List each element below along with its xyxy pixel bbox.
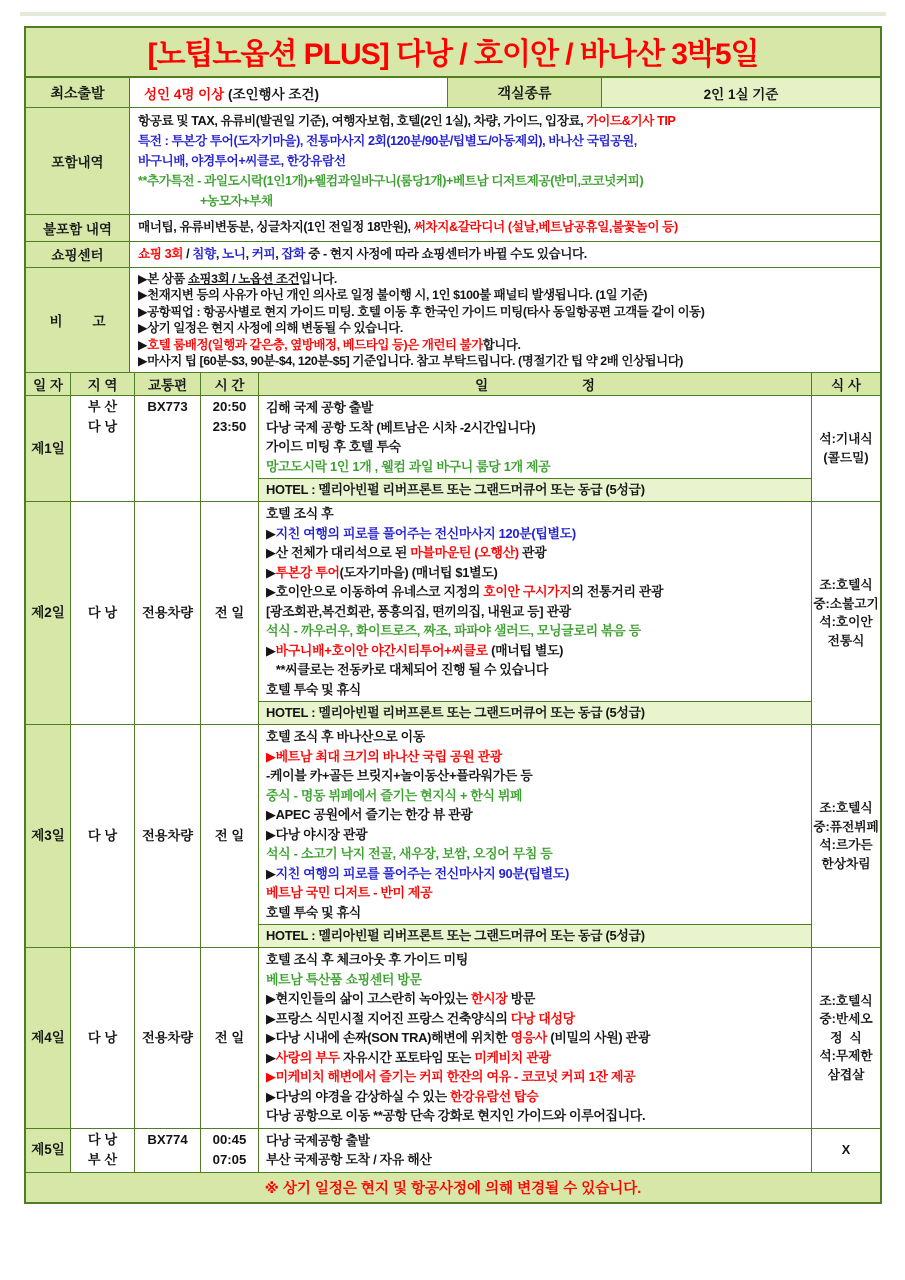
day-label [26, 1129, 71, 1172]
region-cell-line: 다 낭 [87, 1131, 118, 1147]
itinerary-day-row-4 [26, 948, 880, 1129]
meal-cell-line: X [841, 1143, 851, 1158]
section-line [138, 337, 876, 353]
text-segment: 다낭 대성당 [510, 1010, 575, 1026]
meal-cell-line: 한상차림 [821, 856, 871, 871]
text-segment: 가이드 미팅 후 호텔 투숙 [266, 439, 401, 455]
text-segment: , [215, 246, 223, 261]
section-content [130, 215, 880, 241]
section-line [138, 191, 876, 211]
time-cell-line: 전 일 [214, 605, 245, 621]
text-segment: 가이드&기사 TIP [586, 114, 676, 128]
schedule-line [266, 1131, 809, 1151]
day-label [26, 502, 71, 724]
meal-cell-line: 석:호이안 [819, 615, 873, 630]
schedule-cell [259, 502, 812, 724]
schedule-cell [259, 948, 812, 1128]
meal-cell-line: 조:호텔식 [819, 578, 873, 593]
time-cell-line: 전 일 [214, 1030, 245, 1046]
section-content [130, 242, 880, 268]
text-segment: 호텔 투숙 및 휴식 [266, 681, 361, 697]
min-departure-value [130, 78, 448, 107]
text-segment: 다낭 공항으로 이동 **공항 단속 강화로 현지인 가이드와 이루어집니다. [266, 1108, 646, 1124]
meal-cell-line: 석:기내식 [819, 432, 873, 447]
text-segment: 호텔 조식 후 체크아웃 후 가이드 미팅 [266, 952, 468, 968]
text-segment: 관광 [518, 545, 547, 561]
meal-cell-line: 중:퓨전뷔페 [813, 819, 879, 834]
text-segment: 지친 여행의 피로를 풀어주는 전신마사지 90분(팁별도) [275, 865, 569, 881]
itinerary-day-row-2 [26, 502, 880, 725]
section-row-0 [26, 108, 880, 215]
schedule-line [266, 418, 809, 438]
meal-cell [812, 948, 880, 1128]
region-cell-line: 다 낭 [87, 828, 118, 844]
text-segment: 특전 : 투본강 투어(도자기마을), 전통마사지 2회(120분/90분/팁별도/아동제외), 바나산 국립공원, [138, 134, 637, 148]
text-segment: ▶ [266, 525, 276, 541]
section-row-1 [26, 215, 880, 242]
region-cell [71, 1129, 135, 1172]
text-segment: ▶ [266, 564, 276, 580]
schedule-lines [259, 396, 811, 478]
text-segment: 한강유람선 탑승 [450, 1088, 539, 1104]
schedule-line [266, 1087, 809, 1107]
text-segment: 호이안 구시가지 [483, 584, 572, 600]
schedule-line [266, 903, 809, 923]
schedule-line [266, 883, 809, 903]
meal-cell-line: 석:르가든 [819, 838, 873, 853]
text-segment: 써차지&갈라디너 (설날,베트남공휴일,불꽃놀이 등) [413, 220, 678, 234]
text-segment: 중식 - 명동 뷔페에서 즐기는 현지식 + 한식 뷔페 [266, 787, 523, 803]
schedule-line [266, 524, 809, 544]
time-cell-line: 23:50 [212, 419, 247, 435]
schedule-line [266, 602, 809, 622]
text-segment: ▶APEC 공원에서 즐기는 한강 뷰 관광 [266, 807, 473, 823]
text-segment: ▶현지인들의 삶이 고스란히 녹아있는 [266, 991, 472, 1007]
text-segment: 호텔 조식 후 [266, 506, 334, 522]
day-label-line: 제5일 [31, 1142, 65, 1158]
region-cell [71, 725, 135, 947]
text-segment: 매너팁, 유류비변동분, 싱글차지(1인 전일정 18만원), [138, 220, 414, 234]
text-segment: 투본강 투어 [275, 564, 340, 580]
time-cell-line: 20:50 [212, 399, 247, 415]
itinerary-header-cell: 교통편 [135, 373, 201, 395]
itinerary-header-cell: 시 간 [201, 373, 259, 395]
footer-notice: ※ 상기 일정은 현지 및 항공사정에 의해 변경될 수 있습니다. [26, 1172, 880, 1202]
schedule-line [266, 766, 809, 786]
text-segment: ▶ [266, 642, 276, 658]
time-cell-line: 07:05 [212, 1151, 247, 1167]
itinerary-header-cell: 일 자 [26, 373, 71, 395]
day-label-line: 제3일 [31, 828, 65, 844]
section-line [138, 353, 876, 369]
text-segment: 베트남 특산품 쇼핑센터 방문 [266, 971, 422, 987]
text-segment: ▶다낭의 야경을 감상하실 수 있는 [266, 1088, 451, 1104]
room-type-label: 객실종류 [448, 78, 602, 107]
section-row-3 [26, 268, 880, 373]
transport-cell-line: 전용차량 [142, 605, 193, 621]
itinerary-document [24, 26, 882, 1204]
text-segment: ▶천재지변 등의 사유가 아닌 개인 의사로 일정 불이행 시, 1인 $100불 패널티 발생됩니다. (1일 기준) [138, 288, 648, 303]
text-segment: ▶다낭 야시장 관광 [266, 826, 368, 842]
text-segment: ▶ [266, 1049, 276, 1065]
schedule-line [266, 1106, 809, 1126]
region-cell-line: 다 낭 [87, 605, 118, 621]
itinerary-header-cell: 식 사 [831, 378, 861, 394]
text-segment: 쇼핑 3회 [138, 246, 183, 261]
text-segment: ▶다낭 시내에 손짜(SON TRA)해변에 위치한 [266, 1030, 511, 1046]
page-top-divider [20, 12, 886, 16]
transport-cell-line: BX774 [147, 1131, 188, 1147]
transport-cell [135, 502, 201, 724]
text-segment: -케이블 카+골든 브릿지+놀이동산+플라워가든 등 [266, 768, 533, 784]
schedule-line [266, 680, 809, 700]
text-segment: 성인 4명 이상 [144, 86, 225, 102]
time-cell [201, 948, 259, 1128]
hotel-row: HOTEL : 멜리아빈펄 리버프론트 또는 그랜드머큐어 또는 동급 (5성급) [259, 478, 811, 501]
text-segment: ▶본 상품 [138, 272, 188, 286]
schedule-lines [259, 1129, 811, 1172]
text-segment: 방문 [507, 991, 536, 1007]
text-segment: , [275, 246, 282, 261]
section-line [138, 111, 876, 131]
section-label: 비 고 [26, 268, 130, 372]
meal-cell [812, 396, 880, 501]
text-segment: +농모자+부채 [138, 194, 273, 208]
section-line [138, 131, 876, 151]
day-label-line: 제4일 [31, 1030, 65, 1046]
hotel-row: HOTEL : 멜리아빈펄 리버프론트 또는 그랜드머큐어 또는 동급 (5성급) [259, 701, 811, 724]
text-segment: 지친 여행의 피로를 풀어주는 전신마사지 120분(팁별도) [275, 525, 576, 541]
text-segment: 마블마운틴 (오행산) [410, 545, 519, 561]
schedule-lines [259, 948, 811, 1128]
text-segment: ▶ [266, 865, 276, 881]
text-segment: 잡화 [281, 246, 306, 261]
schedule-line [266, 504, 809, 524]
text-segment: ▶ [138, 337, 148, 352]
text-segment: 미케비치 관광 [474, 1049, 551, 1065]
transport-cell [135, 396, 201, 501]
region-cell [71, 396, 135, 501]
schedule-cell [259, 1129, 812, 1172]
section-row-2 [26, 242, 880, 269]
transport-cell [135, 1129, 201, 1172]
text-segment: 바구니배+호이안 야간시티투어+씨클로 [275, 642, 488, 658]
text-segment: 호텔 조식 후 바나산으로 이동 [266, 729, 425, 745]
text-segment: (비밀의 사원) 관광 [547, 1030, 650, 1046]
schedule-line [266, 1048, 809, 1068]
schedule-line [266, 989, 809, 1009]
text-segment: ▶상기 일정은 현지 사정에 의해 변동될 수 있습니다. [138, 321, 403, 336]
text-segment: 노니 [222, 246, 246, 261]
section-line [138, 320, 876, 336]
itinerary-header-cell: 일 정 [259, 373, 812, 395]
region-cell-line: 부 산 [87, 399, 118, 415]
text-segment: 의 전통거리 관광 [571, 584, 664, 600]
schedule-lines [259, 725, 811, 924]
region-cell [71, 948, 135, 1128]
region-cell-line: 부 산 [87, 1151, 118, 1167]
meal-cell-line: 조:호텔식 [819, 993, 873, 1008]
day-label-line: 제1일 [31, 440, 65, 456]
schedule-line [266, 1009, 809, 1029]
time-cell-line: 00:45 [212, 1131, 247, 1147]
text-segment: 합니다. [482, 337, 521, 352]
itinerary-day-row-1 [26, 396, 880, 502]
itinerary-day-row-3 [26, 725, 880, 948]
section-label: 불포함 내역 [26, 215, 130, 241]
text-segment: , [245, 246, 252, 261]
meal-cell-line: 정 식 [830, 1030, 862, 1045]
schedule-line [266, 398, 809, 418]
text-segment: 영응사 [510, 1030, 548, 1046]
meal-cell [812, 725, 880, 947]
text-segment: (조인행사 조건) [224, 86, 319, 102]
text-segment: 석식 - 소고기 낙지 전골, 새우장, 보쌈, 오징어 무침 등 [266, 846, 553, 862]
section-label: 포함내역 [26, 108, 130, 214]
region-cell-line: 다 낭 [87, 419, 118, 435]
meal-cell-line: 조:호텔식 [819, 801, 873, 816]
schedule-line [266, 582, 809, 602]
transport-cell-line: 전용차량 [142, 1030, 193, 1046]
schedule-line [266, 563, 809, 583]
section-line [138, 218, 876, 238]
meal-cell [812, 1129, 880, 1172]
text-segment: ▶미케비치 해변에서 즐기는 커피 한잔의 여유 - 코코넛 커피 1잔 제공 [266, 1069, 636, 1085]
schedule-line [266, 621, 809, 641]
text-segment: 쇼핑3회 / 노옵션 조건 [187, 272, 300, 286]
transport-cell-line: 전용차량 [142, 828, 193, 844]
text-segment: 석식 - 까우러우, 화이트로즈, 짜조, 파파야 샐러드, 모닝글로리 볶음 등 [266, 623, 641, 639]
schedule-line [266, 1067, 809, 1087]
text-segment: 사랑의 부두 [275, 1049, 340, 1065]
section-line [138, 287, 876, 303]
schedule-line [266, 805, 809, 825]
schedule-line [266, 543, 809, 563]
section-content [130, 268, 880, 372]
text-segment: ▶프랑스 식민시절 지어진 프랑스 건축양식의 [266, 1010, 511, 1026]
text-segment: 입니다. [299, 272, 337, 286]
text-segment: (매너팁 별도) [487, 642, 564, 658]
text-segment: / [183, 246, 193, 261]
text-segment: ▶호이안으로 이동하여 유네스코 지정의 [266, 584, 484, 600]
text-segment: 베트남 국민 디저트 - 반미 제공 [266, 885, 433, 901]
departure-room-row [26, 78, 880, 108]
schedule-line [266, 864, 809, 884]
text-segment: 호텔 투숙 및 휴식 [266, 904, 361, 920]
section-line [138, 171, 876, 191]
time-cell [201, 502, 259, 724]
text-segment: 한시장 [471, 991, 508, 1007]
text-segment: 자유시간 포토타임 또는 [339, 1049, 475, 1065]
meal-cell-line: (콜드밀) [823, 450, 869, 465]
schedule-cell [259, 396, 812, 501]
schedule-line [266, 457, 809, 477]
transport-cell-line: BX773 [147, 399, 188, 415]
schedule-line [266, 1028, 809, 1048]
text-segment: 침향 [192, 246, 216, 261]
itinerary-table-header [26, 373, 880, 396]
meal-cell-line: 석:무제한 [819, 1049, 873, 1064]
schedule-line [266, 641, 809, 661]
text-segment: 바구니배, 야경투어+씨클로, 한강유람선 [138, 154, 346, 168]
schedule-cell [259, 725, 812, 947]
schedule-line [266, 825, 809, 845]
day-label [26, 725, 71, 947]
text-segment: 김해 국제 공항 출발 [266, 400, 374, 416]
text-segment: 다낭 국제공항 출발 [266, 1132, 370, 1148]
transport-cell [135, 948, 201, 1128]
section-line [138, 151, 876, 171]
min-departure-label: 최소출발 [26, 78, 130, 107]
schedule-line [266, 844, 809, 864]
schedule-line [266, 437, 809, 457]
section-line [138, 271, 876, 287]
schedule-lines [259, 502, 811, 701]
text-segment: **추가특전 - 과일도시락(1인1개)+웰컴과일바구니(룸당1개)+베트남 디저트제공(반미,코코넛커피) [138, 174, 644, 188]
region-cell-line: 다 낭 [87, 1030, 118, 1046]
schedule-line [266, 660, 809, 680]
meal-cell-line: 중:소불고기 [813, 596, 879, 611]
schedule-line [266, 786, 809, 806]
itinerary-day-row-5 [26, 1129, 880, 1172]
section-line [138, 245, 876, 265]
itinerary-header-cell: 지 역 [71, 373, 135, 395]
text-segment: ▶공항픽업 : 항공사별로 현지 가이드 미팅. 호텔 이동 후 한국인 가이드 미팅(타사 동일항공편 고객들 같이 이동) [138, 304, 705, 319]
schedule-line [266, 950, 809, 970]
time-cell-line: 전 일 [214, 828, 245, 844]
text-segment: [광조회관,복건회관, 풍흥의집, 떤끼의집, 내원교 등] 관광 [266, 603, 571, 619]
region-cell [71, 502, 135, 724]
schedule-line [266, 747, 809, 767]
text-segment: 항공료 및 TAX, 유류비(발권일 기준), 여행자보험, 호텔(2인 1실), 차량, 가이드, 입장료, [138, 114, 587, 128]
section-label: 쇼핑센터 [26, 242, 130, 268]
day-label [26, 948, 71, 1128]
section-line [138, 304, 876, 320]
text-segment: ▶마사지 팁 [60분-$3, 90분-$4, 120분-$5] 기준입니다. 참고 부탁드립니다. (명절기간 팁 약 2배 인상됩니다) [138, 354, 683, 369]
document-title: [노팁노옵션 PLUS] 다낭 / 호이안 / 바나산 3박5일 [26, 28, 880, 78]
schedule-line [266, 1150, 809, 1170]
text-segment: **씨클로는 전동카로 대체되어 진행 될 수 있습니다 [266, 662, 549, 678]
text-segment: ▶산 전체가 대리석으로 된 [266, 545, 411, 561]
schedule-line [266, 727, 809, 747]
itinerary-days [26, 396, 880, 1172]
time-cell [201, 725, 259, 947]
text-segment: 커피 [251, 246, 276, 261]
transport-cell [135, 725, 201, 947]
text-segment: 부산 국제공항 도착 / 자유 해산 [266, 1152, 432, 1168]
meal-cell-line: 중:반세오 [819, 1012, 873, 1027]
meal-cell [812, 502, 880, 724]
section-content [130, 108, 880, 214]
time-cell [201, 1129, 259, 1172]
meal-cell-line: 전통식 [827, 633, 865, 648]
room-type-value: 2인 1실 기준 [602, 78, 880, 107]
detail-sections [26, 108, 880, 373]
text-segment: 망고도시락 1인 1개 , 웰컴 과일 바구니 룸당 1개 제공 [266, 458, 551, 474]
hotel-row: HOTEL : 멜리아빈펄 리버프론트 또는 그랜드머큐어 또는 동급 (5성급) [259, 924, 811, 947]
day-label-line: 제2일 [31, 605, 65, 621]
time-cell [201, 396, 259, 501]
text-segment: 호텔 룸배정(일행과 같은층, 옆방배정, 베드타입 등)은 개런티 불가 [147, 337, 483, 352]
text-segment: ▶베트남 최대 크기의 바나산 국립 공원 관광 [266, 748, 502, 764]
text-segment: 중 - 현지 사정에 따라 쇼핑센터가 바뀔 수도 있습니다. [305, 246, 587, 261]
meal-cell-line: 삼겹살 [827, 1067, 865, 1082]
text-segment: 다낭 국제 공항 도착 (베트남은 시차 -2시간입니다) [266, 419, 536, 435]
schedule-line [266, 970, 809, 990]
day-label [26, 396, 71, 501]
text-segment: (도자기마을) (매너팁 $1별도) [339, 564, 498, 580]
